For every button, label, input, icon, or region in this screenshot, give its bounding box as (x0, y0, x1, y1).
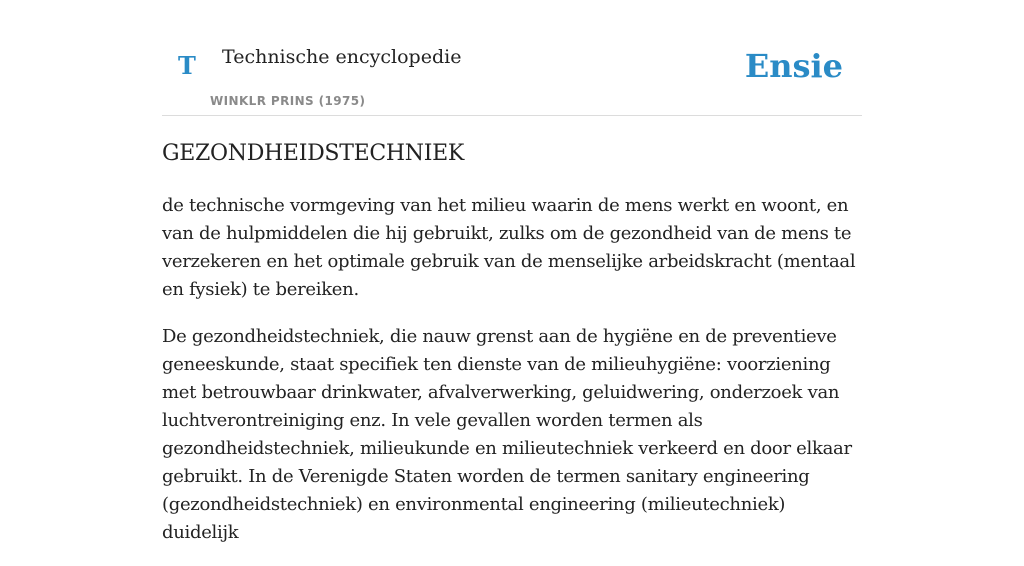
article-title: GEZONDHEIDSTECHNIEK (162, 141, 464, 166)
brand-logo[interactable]: Ensie (744, 47, 843, 85)
source-header (162, 0, 862, 116)
source-title[interactable]: Technische encyclopedie (222, 46, 462, 68)
article-page (162, 0, 862, 543)
article-paragraph: De gezondheidstechniek, die nauw grenst aan de hygiëne en de preventieve geneeskunde, staat specifiek ten dienste van de milieuhygiëne: voorziening met betrouwbaar drinkwater, afvalverwerking, geluidwering, onderzoek van luchtverontreiniging enz. In vele gevallen worden termen als gezondheidstechniek, milieukunde en milieutechniek verkeerd en door elkaar gebruikt. In de Verenigde Staten worden de termen sanitary engineering (gezondheidstechniek) en environmental engineering (milieutechniek) duidelijk (162, 326, 852, 543)
source-logo[interactable]: T (178, 51, 196, 80)
article-body (162, 192, 862, 566)
source-subtitle: WINKLR PRINS (1975) (210, 94, 366, 108)
article-paragraph: de technische vormgeving van het milieu waarin de mens werkt en woont, en van de hulpmiddelen die hij gebruikt, zulks om de gezondheid van de mens te verzekeren en het optimale gebruik van de menselijke arbeidskracht (mentaal en fysiek) te bereiken. (162, 195, 856, 300)
